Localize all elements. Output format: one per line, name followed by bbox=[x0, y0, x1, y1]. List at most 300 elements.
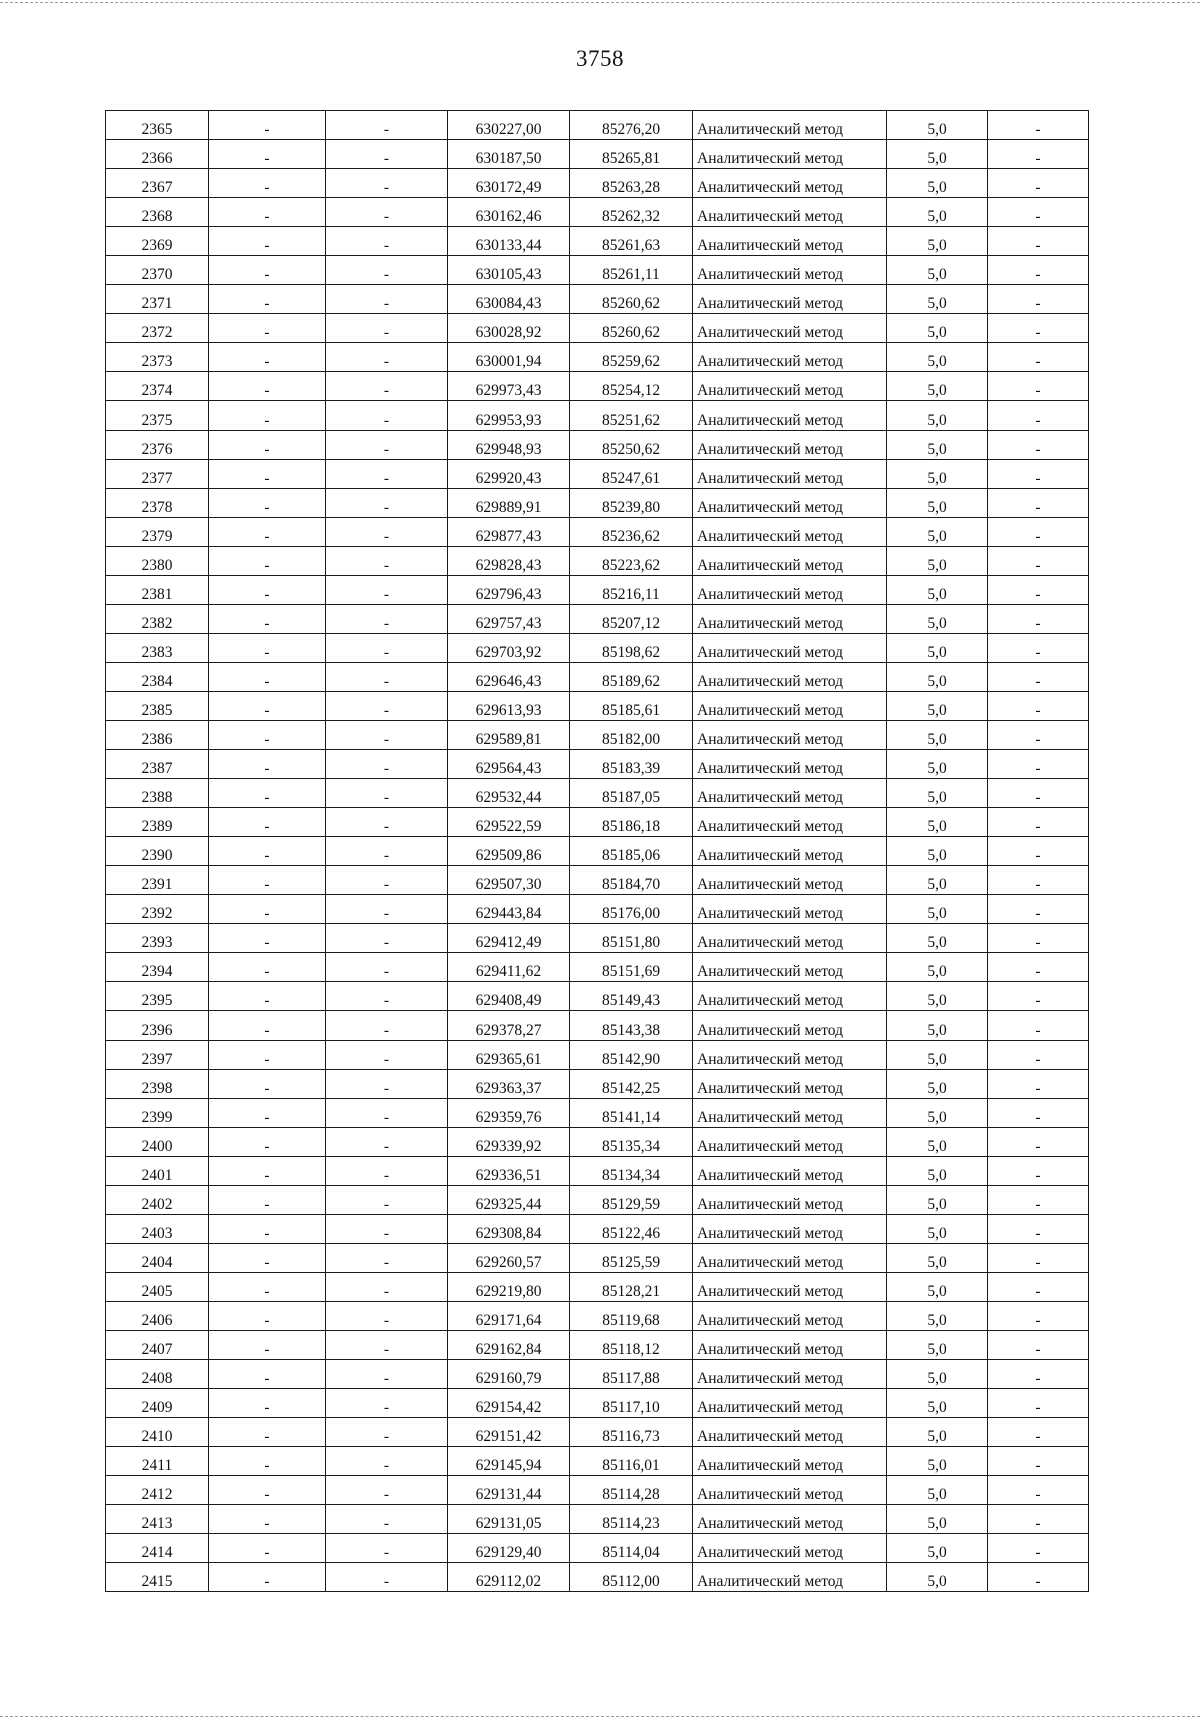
empty-cell: - bbox=[326, 546, 448, 575]
y-coordinate-cell: 85223,62 bbox=[570, 546, 693, 575]
scan-edge-bottom bbox=[0, 1716, 1200, 1717]
empty-cell: - bbox=[326, 720, 448, 749]
point-number-cell: 2377 bbox=[106, 459, 209, 488]
table-row bbox=[106, 430, 1089, 459]
point-number-cell: 2406 bbox=[106, 1301, 209, 1330]
empty-cell: - bbox=[988, 1447, 1089, 1476]
empty-cell: - bbox=[209, 1272, 326, 1301]
accuracy-cell: 5,0 bbox=[887, 1272, 988, 1301]
point-number-cell: 2407 bbox=[106, 1330, 209, 1359]
point-number-cell: 2397 bbox=[106, 1040, 209, 1069]
empty-cell: - bbox=[326, 691, 448, 720]
empty-cell: - bbox=[988, 546, 1089, 575]
empty-cell: - bbox=[988, 1156, 1089, 1185]
method-cell: Аналитический метод bbox=[693, 1505, 887, 1534]
method-cell: Аналитический метод bbox=[693, 1127, 887, 1156]
empty-cell: - bbox=[209, 372, 326, 401]
point-number-cell: 2398 bbox=[106, 1069, 209, 1098]
x-coordinate-cell: 629339,92 bbox=[448, 1127, 570, 1156]
empty-cell: - bbox=[209, 459, 326, 488]
accuracy-cell: 5,0 bbox=[887, 401, 988, 430]
point-number-cell: 2372 bbox=[106, 314, 209, 343]
method-cell: Аналитический метод bbox=[693, 750, 887, 779]
empty-cell: - bbox=[988, 1098, 1089, 1127]
empty-cell: - bbox=[326, 1330, 448, 1359]
accuracy-cell: 5,0 bbox=[887, 111, 988, 140]
y-coordinate-cell: 85149,43 bbox=[570, 982, 693, 1011]
accuracy-cell: 5,0 bbox=[887, 140, 988, 169]
x-coordinate-cell: 629564,43 bbox=[448, 750, 570, 779]
empty-cell: - bbox=[988, 953, 1089, 982]
method-cell: Аналитический метод bbox=[693, 662, 887, 691]
method-cell: Аналитический метод bbox=[693, 953, 887, 982]
table-row bbox=[106, 982, 1089, 1011]
empty-cell: - bbox=[326, 488, 448, 517]
y-coordinate-cell: 85262,32 bbox=[570, 198, 693, 227]
accuracy-cell: 5,0 bbox=[887, 779, 988, 808]
method-cell: Аналитический метод bbox=[693, 488, 887, 517]
empty-cell: - bbox=[209, 808, 326, 837]
empty-cell: - bbox=[326, 779, 448, 808]
x-coordinate-cell: 629973,43 bbox=[448, 372, 570, 401]
point-number-cell: 2366 bbox=[106, 140, 209, 169]
accuracy-cell: 5,0 bbox=[887, 1360, 988, 1389]
point-number-cell: 2402 bbox=[106, 1185, 209, 1214]
accuracy-cell: 5,0 bbox=[887, 1069, 988, 1098]
method-cell: Аналитический метод bbox=[693, 1301, 887, 1330]
empty-cell: - bbox=[988, 895, 1089, 924]
method-cell: Аналитический метод bbox=[693, 343, 887, 372]
coordinates-table bbox=[105, 110, 1089, 1592]
x-coordinate-cell: 630084,43 bbox=[448, 285, 570, 314]
empty-cell: - bbox=[209, 1301, 326, 1330]
point-number-cell: 2403 bbox=[106, 1214, 209, 1243]
table-row bbox=[106, 140, 1089, 169]
empty-cell: - bbox=[209, 198, 326, 227]
table-row bbox=[106, 779, 1089, 808]
x-coordinate-cell: 629828,43 bbox=[448, 546, 570, 575]
empty-cell: - bbox=[988, 401, 1089, 430]
point-number-cell: 2381 bbox=[106, 575, 209, 604]
accuracy-cell: 5,0 bbox=[887, 1011, 988, 1040]
point-number-cell: 2391 bbox=[106, 866, 209, 895]
x-coordinate-cell: 629613,93 bbox=[448, 691, 570, 720]
y-coordinate-cell: 85151,69 bbox=[570, 953, 693, 982]
table-row bbox=[106, 285, 1089, 314]
table-row bbox=[106, 604, 1089, 633]
accuracy-cell: 5,0 bbox=[887, 1330, 988, 1359]
empty-cell: - bbox=[326, 575, 448, 604]
empty-cell: - bbox=[209, 1243, 326, 1272]
empty-cell: - bbox=[988, 982, 1089, 1011]
x-coordinate-cell: 630133,44 bbox=[448, 227, 570, 256]
y-coordinate-cell: 85184,70 bbox=[570, 866, 693, 895]
method-cell: Аналитический метод bbox=[693, 1389, 887, 1418]
point-number-cell: 2396 bbox=[106, 1011, 209, 1040]
accuracy-cell: 5,0 bbox=[887, 227, 988, 256]
empty-cell: - bbox=[988, 924, 1089, 953]
table-row bbox=[106, 1360, 1089, 1389]
empty-cell: - bbox=[326, 1040, 448, 1069]
empty-cell: - bbox=[326, 401, 448, 430]
accuracy-cell: 5,0 bbox=[887, 1563, 988, 1592]
accuracy-cell: 5,0 bbox=[887, 866, 988, 895]
method-cell: Аналитический метод bbox=[693, 430, 887, 459]
empty-cell: - bbox=[209, 1505, 326, 1534]
empty-cell: - bbox=[209, 1156, 326, 1185]
accuracy-cell: 5,0 bbox=[887, 1301, 988, 1330]
y-coordinate-cell: 85259,62 bbox=[570, 343, 693, 372]
empty-cell: - bbox=[988, 662, 1089, 691]
accuracy-cell: 5,0 bbox=[887, 1505, 988, 1534]
point-number-cell: 2408 bbox=[106, 1360, 209, 1389]
y-coordinate-cell: 85117,10 bbox=[570, 1389, 693, 1418]
empty-cell: - bbox=[326, 1127, 448, 1156]
empty-cell: - bbox=[209, 1534, 326, 1563]
table-row bbox=[106, 1011, 1089, 1040]
empty-cell: - bbox=[326, 1389, 448, 1418]
method-cell: Аналитический метод bbox=[693, 140, 887, 169]
empty-cell: - bbox=[209, 750, 326, 779]
y-coordinate-cell: 85185,61 bbox=[570, 691, 693, 720]
empty-cell: - bbox=[988, 691, 1089, 720]
x-coordinate-cell: 629948,93 bbox=[448, 430, 570, 459]
empty-cell: - bbox=[988, 808, 1089, 837]
empty-cell: - bbox=[326, 808, 448, 837]
y-coordinate-cell: 85134,34 bbox=[570, 1156, 693, 1185]
x-coordinate-cell: 629219,80 bbox=[448, 1272, 570, 1301]
table-row bbox=[106, 1156, 1089, 1185]
table-row bbox=[106, 1476, 1089, 1505]
empty-cell: - bbox=[988, 750, 1089, 779]
table-row bbox=[106, 488, 1089, 517]
method-cell: Аналитический метод bbox=[693, 1272, 887, 1301]
method-cell: Аналитический метод bbox=[693, 691, 887, 720]
method-cell: Аналитический метод bbox=[693, 808, 887, 837]
empty-cell: - bbox=[988, 1214, 1089, 1243]
empty-cell: - bbox=[988, 1069, 1089, 1098]
empty-cell: - bbox=[326, 517, 448, 546]
accuracy-cell: 5,0 bbox=[887, 1389, 988, 1418]
method-cell: Аналитический метод bbox=[693, 1011, 887, 1040]
x-coordinate-cell: 629522,59 bbox=[448, 808, 570, 837]
point-number-cell: 2386 bbox=[106, 720, 209, 749]
empty-cell: - bbox=[326, 662, 448, 691]
x-coordinate-cell: 629308,84 bbox=[448, 1214, 570, 1243]
method-cell: Аналитический метод bbox=[693, 1360, 887, 1389]
y-coordinate-cell: 85265,81 bbox=[570, 140, 693, 169]
empty-cell: - bbox=[988, 1360, 1089, 1389]
x-coordinate-cell: 629757,43 bbox=[448, 604, 570, 633]
table-row bbox=[106, 808, 1089, 837]
method-cell: Аналитический метод bbox=[693, 1069, 887, 1098]
accuracy-cell: 5,0 bbox=[887, 604, 988, 633]
y-coordinate-cell: 85260,62 bbox=[570, 314, 693, 343]
accuracy-cell: 5,0 bbox=[887, 575, 988, 604]
empty-cell: - bbox=[988, 1389, 1089, 1418]
method-cell: Аналитический метод bbox=[693, 111, 887, 140]
empty-cell: - bbox=[326, 227, 448, 256]
method-cell: Аналитический метод bbox=[693, 459, 887, 488]
point-number-cell: 2409 bbox=[106, 1389, 209, 1418]
empty-cell: - bbox=[209, 488, 326, 517]
method-cell: Аналитический метод bbox=[693, 1243, 887, 1272]
accuracy-cell: 5,0 bbox=[887, 720, 988, 749]
accuracy-cell: 5,0 bbox=[887, 1185, 988, 1214]
empty-cell: - bbox=[326, 633, 448, 662]
y-coordinate-cell: 85261,63 bbox=[570, 227, 693, 256]
accuracy-cell: 5,0 bbox=[887, 169, 988, 198]
table-row bbox=[106, 372, 1089, 401]
point-number-cell: 2400 bbox=[106, 1127, 209, 1156]
empty-cell: - bbox=[988, 1301, 1089, 1330]
empty-cell: - bbox=[209, 982, 326, 1011]
empty-cell: - bbox=[326, 314, 448, 343]
method-cell: Аналитический метод bbox=[693, 546, 887, 575]
empty-cell: - bbox=[988, 488, 1089, 517]
x-coordinate-cell: 630227,00 bbox=[448, 111, 570, 140]
empty-cell: - bbox=[988, 1505, 1089, 1534]
y-coordinate-cell: 85114,23 bbox=[570, 1505, 693, 1534]
empty-cell: - bbox=[209, 1447, 326, 1476]
empty-cell: - bbox=[209, 1563, 326, 1592]
accuracy-cell: 5,0 bbox=[887, 1418, 988, 1447]
y-coordinate-cell: 85142,90 bbox=[570, 1040, 693, 1069]
empty-cell: - bbox=[326, 256, 448, 285]
table-row bbox=[106, 895, 1089, 924]
table-row bbox=[106, 953, 1089, 982]
empty-cell: - bbox=[988, 1534, 1089, 1563]
x-coordinate-cell: 629365,61 bbox=[448, 1040, 570, 1069]
empty-cell: - bbox=[988, 1272, 1089, 1301]
empty-cell: - bbox=[988, 1040, 1089, 1069]
x-coordinate-cell: 629703,92 bbox=[448, 633, 570, 662]
table-row bbox=[106, 750, 1089, 779]
point-number-cell: 2375 bbox=[106, 401, 209, 430]
method-cell: Аналитический метод bbox=[693, 720, 887, 749]
method-cell: Аналитический метод bbox=[693, 1534, 887, 1563]
x-coordinate-cell: 630028,92 bbox=[448, 314, 570, 343]
method-cell: Аналитический метод bbox=[693, 633, 887, 662]
method-cell: Аналитический метод bbox=[693, 604, 887, 633]
table-row bbox=[106, 111, 1089, 140]
accuracy-cell: 5,0 bbox=[887, 1243, 988, 1272]
empty-cell: - bbox=[209, 1011, 326, 1040]
empty-cell: - bbox=[988, 227, 1089, 256]
x-coordinate-cell: 629160,79 bbox=[448, 1360, 570, 1389]
method-cell: Аналитический метод bbox=[693, 285, 887, 314]
accuracy-cell: 5,0 bbox=[887, 924, 988, 953]
x-coordinate-cell: 630105,43 bbox=[448, 256, 570, 285]
x-coordinate-cell: 629443,84 bbox=[448, 895, 570, 924]
x-coordinate-cell: 629131,44 bbox=[448, 1476, 570, 1505]
empty-cell: - bbox=[209, 314, 326, 343]
table-row bbox=[106, 1185, 1089, 1214]
y-coordinate-cell: 85118,12 bbox=[570, 1330, 693, 1359]
point-number-cell: 2373 bbox=[106, 343, 209, 372]
accuracy-cell: 5,0 bbox=[887, 459, 988, 488]
accuracy-cell: 5,0 bbox=[887, 343, 988, 372]
table-row bbox=[106, 314, 1089, 343]
method-cell: Аналитический метод bbox=[693, 1185, 887, 1214]
method-cell: Аналитический метод bbox=[693, 1098, 887, 1127]
x-coordinate-cell: 629877,43 bbox=[448, 517, 570, 546]
empty-cell: - bbox=[209, 691, 326, 720]
method-cell: Аналитический метод bbox=[693, 169, 887, 198]
y-coordinate-cell: 85186,18 bbox=[570, 808, 693, 837]
y-coordinate-cell: 85251,62 bbox=[570, 401, 693, 430]
empty-cell: - bbox=[326, 343, 448, 372]
accuracy-cell: 5,0 bbox=[887, 517, 988, 546]
empty-cell: - bbox=[326, 1505, 448, 1534]
point-number-cell: 2367 bbox=[106, 169, 209, 198]
y-coordinate-cell: 85135,34 bbox=[570, 1127, 693, 1156]
table-row bbox=[106, 169, 1089, 198]
empty-cell: - bbox=[209, 140, 326, 169]
method-cell: Аналитический метод bbox=[693, 401, 887, 430]
y-coordinate-cell: 85260,62 bbox=[570, 285, 693, 314]
empty-cell: - bbox=[326, 1563, 448, 1592]
empty-cell: - bbox=[326, 982, 448, 1011]
table-row bbox=[106, 662, 1089, 691]
point-number-cell: 2401 bbox=[106, 1156, 209, 1185]
table-row bbox=[106, 1389, 1089, 1418]
accuracy-cell: 5,0 bbox=[887, 1098, 988, 1127]
y-coordinate-cell: 85116,73 bbox=[570, 1418, 693, 1447]
empty-cell: - bbox=[988, 372, 1089, 401]
empty-cell: - bbox=[326, 837, 448, 866]
scan-edge-top bbox=[0, 2, 1200, 3]
accuracy-cell: 5,0 bbox=[887, 662, 988, 691]
y-coordinate-cell: 85236,62 bbox=[570, 517, 693, 546]
empty-cell: - bbox=[326, 1243, 448, 1272]
empty-cell: - bbox=[988, 604, 1089, 633]
empty-cell: - bbox=[209, 1360, 326, 1389]
table-row bbox=[106, 343, 1089, 372]
x-coordinate-cell: 630187,50 bbox=[448, 140, 570, 169]
y-coordinate-cell: 85117,88 bbox=[570, 1360, 693, 1389]
y-coordinate-cell: 85198,62 bbox=[570, 633, 693, 662]
y-coordinate-cell: 85247,61 bbox=[570, 459, 693, 488]
y-coordinate-cell: 85250,62 bbox=[570, 430, 693, 459]
table-row bbox=[106, 1214, 1089, 1243]
y-coordinate-cell: 85112,00 bbox=[570, 1563, 693, 1592]
empty-cell: - bbox=[326, 1476, 448, 1505]
empty-cell: - bbox=[326, 1418, 448, 1447]
table-row bbox=[106, 459, 1089, 488]
empty-cell: - bbox=[988, 1127, 1089, 1156]
empty-cell: - bbox=[326, 1360, 448, 1389]
empty-cell: - bbox=[209, 837, 326, 866]
method-cell: Аналитический метод bbox=[693, 227, 887, 256]
empty-cell: - bbox=[326, 866, 448, 895]
empty-cell: - bbox=[209, 633, 326, 662]
empty-cell: - bbox=[326, 895, 448, 924]
empty-cell: - bbox=[988, 256, 1089, 285]
table-row bbox=[106, 1563, 1089, 1592]
empty-cell: - bbox=[209, 1069, 326, 1098]
accuracy-cell: 5,0 bbox=[887, 285, 988, 314]
point-number-cell: 2365 bbox=[106, 111, 209, 140]
table-row bbox=[106, 1418, 1089, 1447]
accuracy-cell: 5,0 bbox=[887, 808, 988, 837]
x-coordinate-cell: 629378,27 bbox=[448, 1011, 570, 1040]
point-number-cell: 2411 bbox=[106, 1447, 209, 1476]
table-row bbox=[106, 575, 1089, 604]
y-coordinate-cell: 85141,14 bbox=[570, 1098, 693, 1127]
method-cell: Аналитический метод bbox=[693, 1563, 887, 1592]
y-coordinate-cell: 85185,06 bbox=[570, 837, 693, 866]
table-row bbox=[106, 1534, 1089, 1563]
empty-cell: - bbox=[209, 1389, 326, 1418]
table-row bbox=[106, 1069, 1089, 1098]
empty-cell: - bbox=[209, 111, 326, 140]
table-row bbox=[106, 633, 1089, 662]
x-coordinate-cell: 629589,81 bbox=[448, 720, 570, 749]
table-row bbox=[106, 1243, 1089, 1272]
empty-cell: - bbox=[326, 1098, 448, 1127]
accuracy-cell: 5,0 bbox=[887, 372, 988, 401]
empty-cell: - bbox=[988, 169, 1089, 198]
empty-cell: - bbox=[326, 604, 448, 633]
y-coordinate-cell: 85125,59 bbox=[570, 1243, 693, 1272]
empty-cell: - bbox=[988, 1476, 1089, 1505]
empty-cell: - bbox=[209, 169, 326, 198]
empty-cell: - bbox=[326, 953, 448, 982]
table-row bbox=[106, 546, 1089, 575]
empty-cell: - bbox=[326, 1011, 448, 1040]
y-coordinate-cell: 85254,12 bbox=[570, 372, 693, 401]
table-row bbox=[106, 1127, 1089, 1156]
accuracy-cell: 5,0 bbox=[887, 895, 988, 924]
empty-cell: - bbox=[326, 750, 448, 779]
x-coordinate-cell: 629412,49 bbox=[448, 924, 570, 953]
x-coordinate-cell: 629411,62 bbox=[448, 953, 570, 982]
empty-cell: - bbox=[988, 285, 1089, 314]
x-coordinate-cell: 629359,76 bbox=[448, 1098, 570, 1127]
method-cell: Аналитический метод bbox=[693, 924, 887, 953]
method-cell: Аналитический метод bbox=[693, 198, 887, 227]
x-coordinate-cell: 629509,86 bbox=[448, 837, 570, 866]
method-cell: Аналитический метод bbox=[693, 895, 887, 924]
x-coordinate-cell: 630162,46 bbox=[448, 198, 570, 227]
point-number-cell: 2415 bbox=[106, 1563, 209, 1592]
empty-cell: - bbox=[988, 198, 1089, 227]
empty-cell: - bbox=[326, 285, 448, 314]
accuracy-cell: 5,0 bbox=[887, 1040, 988, 1069]
empty-cell: - bbox=[326, 1156, 448, 1185]
table-row bbox=[106, 227, 1089, 256]
empty-cell: - bbox=[209, 546, 326, 575]
table-row bbox=[106, 1272, 1089, 1301]
accuracy-cell: 5,0 bbox=[887, 546, 988, 575]
empty-cell: - bbox=[209, 1127, 326, 1156]
method-cell: Аналитический метод bbox=[693, 837, 887, 866]
y-coordinate-cell: 85187,05 bbox=[570, 779, 693, 808]
point-number-cell: 2410 bbox=[106, 1418, 209, 1447]
method-cell: Аналитический метод bbox=[693, 1476, 887, 1505]
point-number-cell: 2379 bbox=[106, 517, 209, 546]
point-number-cell: 2371 bbox=[106, 285, 209, 314]
x-coordinate-cell: 629171,64 bbox=[448, 1301, 570, 1330]
y-coordinate-cell: 85183,39 bbox=[570, 750, 693, 779]
x-coordinate-cell: 629151,42 bbox=[448, 1418, 570, 1447]
table-row bbox=[106, 720, 1089, 749]
point-number-cell: 2392 bbox=[106, 895, 209, 924]
y-coordinate-cell: 85207,12 bbox=[570, 604, 693, 633]
x-coordinate-cell: 629260,57 bbox=[448, 1243, 570, 1272]
point-number-cell: 2390 bbox=[106, 837, 209, 866]
